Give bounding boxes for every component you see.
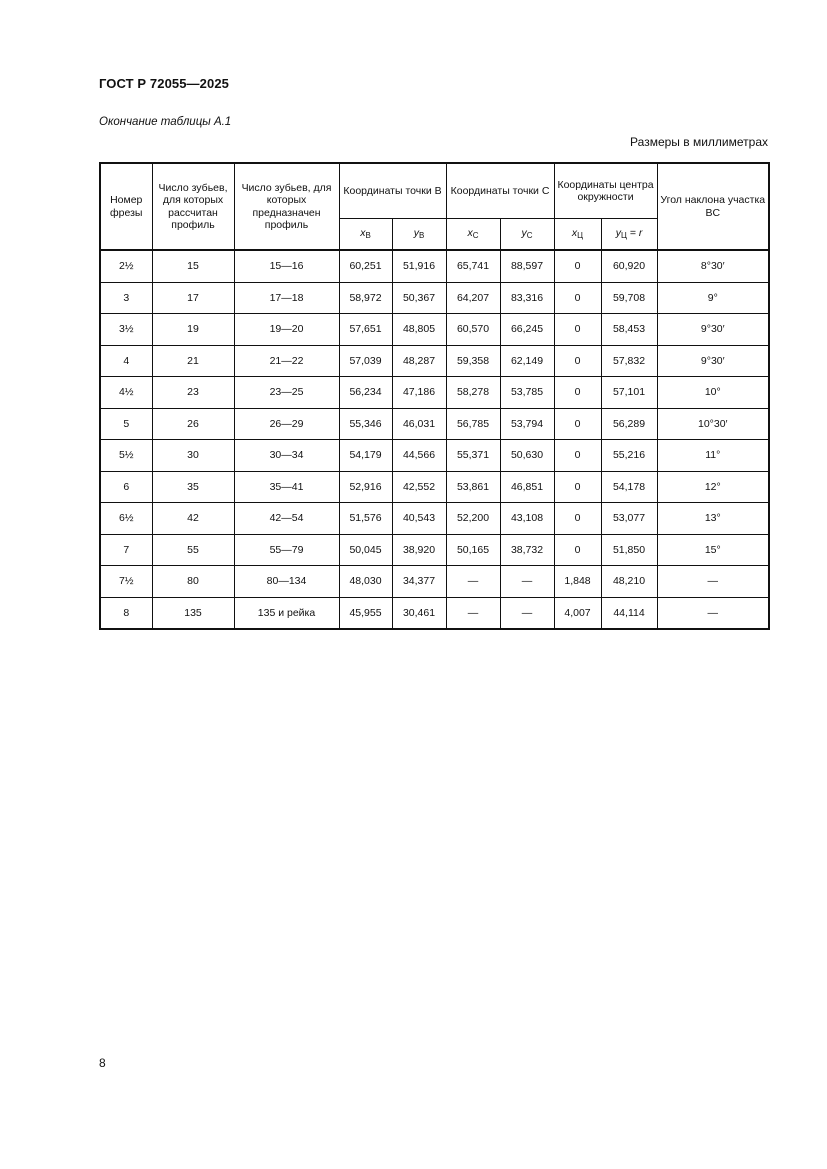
table-row — [100, 314, 769, 346]
cell-yc: 53,785 — [500, 377, 554, 409]
xb-sub: B — [365, 231, 371, 241]
cell-yb: 38,920 — [392, 534, 446, 566]
coordinates-table — [99, 162, 770, 630]
cell-yz: 56,289 — [601, 408, 657, 440]
cell-teeth-calculated: 26 — [152, 408, 234, 440]
cell-xb: 48,030 — [339, 566, 392, 598]
cell-angle: 11° — [657, 440, 769, 472]
cell-teeth-intended: 30—34 — [234, 440, 339, 472]
cell-yb: 47,186 — [392, 377, 446, 409]
cell-teeth-intended: 80—134 — [234, 566, 339, 598]
cell-xz: 0 — [554, 471, 601, 503]
table-row — [100, 408, 769, 440]
cell-xc: 58,278 — [446, 377, 500, 409]
cell-xc: 59,358 — [446, 345, 500, 377]
cell-teeth-intended: 23—25 — [234, 377, 339, 409]
header-point-b: Координаты точки B — [339, 163, 446, 219]
cell-xb: 45,955 — [339, 597, 392, 629]
header-yc — [500, 219, 554, 251]
yc-var: y — [521, 227, 527, 240]
cell-xz: 0 — [554, 377, 601, 409]
cell-yb: 34,377 — [392, 566, 446, 598]
table-row — [100, 503, 769, 535]
cell-angle: 10°30′ — [657, 408, 769, 440]
cell-xc: 53,861 — [446, 471, 500, 503]
cell-yc: 83,316 — [500, 282, 554, 314]
cell-cutter-number: 8 — [100, 597, 152, 629]
cell-yz: 58,453 — [601, 314, 657, 346]
cell-teeth-intended: 42—54 — [234, 503, 339, 535]
cell-yz: 54,178 — [601, 471, 657, 503]
cell-teeth-calculated: 30 — [152, 440, 234, 472]
cell-cutter-number: 4½ — [100, 377, 152, 409]
table-row — [100, 440, 769, 472]
cell-xb: 50,045 — [339, 534, 392, 566]
cell-xz: 1,848 — [554, 566, 601, 598]
cell-xz: 0 — [554, 534, 601, 566]
cell-teeth-calculated: 135 — [152, 597, 234, 629]
cell-teeth-calculated: 55 — [152, 534, 234, 566]
yz-suffix: = r — [626, 227, 643, 240]
cell-angle: — — [657, 566, 769, 598]
cell-yb: 46,031 — [392, 408, 446, 440]
page-number: 8 — [99, 1056, 106, 1070]
cell-teeth-intended: 21—22 — [234, 345, 339, 377]
header-xz — [554, 219, 601, 251]
table-row — [100, 282, 769, 314]
table-row — [100, 534, 769, 566]
cell-yz: 57,832 — [601, 345, 657, 377]
cell-teeth-calculated: 42 — [152, 503, 234, 535]
cell-xz: 0 — [554, 408, 601, 440]
cell-yc: 46,851 — [500, 471, 554, 503]
cell-angle: 9° — [657, 282, 769, 314]
cell-xb: 57,039 — [339, 345, 392, 377]
cell-yz: 59,708 — [601, 282, 657, 314]
cell-xb: 60,251 — [339, 250, 392, 282]
cell-cutter-number: 2½ — [100, 250, 152, 282]
xc-var: x — [467, 227, 473, 240]
table-row — [100, 345, 769, 377]
cell-angle: 13° — [657, 503, 769, 535]
table-row — [100, 250, 769, 282]
cell-xz: 0 — [554, 282, 601, 314]
document-header: ГОСТ Р 72055—2025 — [99, 76, 229, 91]
cell-yz: 60,920 — [601, 250, 657, 282]
xz-sub: Ц — [577, 231, 584, 241]
cell-xb: 58,972 — [339, 282, 392, 314]
cell-cutter-number: 6 — [100, 471, 152, 503]
cell-angle: 12° — [657, 471, 769, 503]
table-row — [100, 597, 769, 629]
cell-yz: 53,077 — [601, 503, 657, 535]
header-point-c: Координаты точки C — [446, 163, 554, 219]
cell-teeth-calculated: 19 — [152, 314, 234, 346]
table-caption: Окончание таблицы А.1 — [99, 116, 232, 128]
yc-sub: C — [526, 231, 533, 241]
cell-xz: 0 — [554, 345, 601, 377]
cell-teeth-intended: 35—41 — [234, 471, 339, 503]
cell-yb: 48,805 — [392, 314, 446, 346]
header-circle-center: Координаты центра окружности — [554, 163, 657, 219]
cell-xc: 60,570 — [446, 314, 500, 346]
yz-var: y — [615, 227, 621, 240]
cell-yz: 55,216 — [601, 440, 657, 472]
cell-cutter-number: 5 — [100, 408, 152, 440]
header-teeth-intended: Число зубьев, для которых предназначен профиль — [234, 163, 339, 250]
cell-yc: 88,597 — [500, 250, 554, 282]
cell-xb: 55,346 — [339, 408, 392, 440]
cell-teeth-intended: 26—29 — [234, 408, 339, 440]
header-yz — [601, 219, 657, 251]
cell-angle: 8°30′ — [657, 250, 769, 282]
cell-xc: — — [446, 597, 500, 629]
cell-xb: 56,234 — [339, 377, 392, 409]
cell-teeth-intended: 135 и рейка — [234, 597, 339, 629]
cell-teeth-intended: 55—79 — [234, 534, 339, 566]
cell-yc: — — [500, 566, 554, 598]
cell-xb: 54,179 — [339, 440, 392, 472]
cell-teeth-intended: 17—18 — [234, 282, 339, 314]
cell-xz: 4,007 — [554, 597, 601, 629]
cell-teeth-intended: 15—16 — [234, 250, 339, 282]
cell-teeth-calculated: 23 — [152, 377, 234, 409]
cell-yc: 66,245 — [500, 314, 554, 346]
cell-cutter-number: 7½ — [100, 566, 152, 598]
cell-yc: 62,149 — [500, 345, 554, 377]
xb-var: x — [360, 227, 366, 240]
header-teeth-calculated: Число зубьев, для которых рассчитан профиль — [152, 163, 234, 250]
cell-yb: 50,367 — [392, 282, 446, 314]
cell-yb: 30,461 — [392, 597, 446, 629]
cell-yb: 48,287 — [392, 345, 446, 377]
cell-xc: 52,200 — [446, 503, 500, 535]
cell-angle: 10° — [657, 377, 769, 409]
cell-yb: 40,543 — [392, 503, 446, 535]
cell-teeth-intended: 19—20 — [234, 314, 339, 346]
yb-var: y — [413, 227, 419, 240]
cell-xz: 0 — [554, 503, 601, 535]
yz-sub: Ц — [620, 231, 627, 241]
cell-angle: — — [657, 597, 769, 629]
table-row — [100, 471, 769, 503]
cell-teeth-calculated: 21 — [152, 345, 234, 377]
cell-angle: 15° — [657, 534, 769, 566]
cell-cutter-number: 7 — [100, 534, 152, 566]
cell-yz: 44,114 — [601, 597, 657, 629]
cell-yz: 57,101 — [601, 377, 657, 409]
cell-xz: 0 — [554, 440, 601, 472]
cell-yz: 51,850 — [601, 534, 657, 566]
cell-angle: 9°30′ — [657, 314, 769, 346]
cell-yz: 48,210 — [601, 566, 657, 598]
cell-xb: 57,651 — [339, 314, 392, 346]
cell-cutter-number: 4 — [100, 345, 152, 377]
yb-sub: B — [418, 231, 425, 241]
cell-teeth-calculated: 35 — [152, 471, 234, 503]
cell-xb: 51,576 — [339, 503, 392, 535]
cell-cutter-number: 3½ — [100, 314, 152, 346]
cell-yc: 38,732 — [500, 534, 554, 566]
header-cutter-number: Номер фрезы — [100, 163, 152, 250]
cell-xc: 65,741 — [446, 250, 500, 282]
cell-cutter-number: 3 — [100, 282, 152, 314]
cell-teeth-calculated: 17 — [152, 282, 234, 314]
cell-cutter-number: 6½ — [100, 503, 152, 535]
header-xb — [339, 219, 392, 251]
cell-xc: 64,207 — [446, 282, 500, 314]
cell-yc: 53,794 — [500, 408, 554, 440]
cell-xc: — — [446, 566, 500, 598]
cell-xb: 52,916 — [339, 471, 392, 503]
cell-xc: 55,371 — [446, 440, 500, 472]
cell-angle: 9°30′ — [657, 345, 769, 377]
cell-xc: 50,165 — [446, 534, 500, 566]
xz-var: x — [571, 227, 578, 240]
cell-xz: 0 — [554, 314, 601, 346]
cell-yc: 50,630 — [500, 440, 554, 472]
cell-cutter-number: 5½ — [100, 440, 152, 472]
cell-xz: 0 — [554, 250, 601, 282]
table-row — [100, 377, 769, 409]
table-row — [100, 566, 769, 598]
cell-xc: 56,785 — [446, 408, 500, 440]
cell-yb: 42,552 — [392, 471, 446, 503]
header-angle: Угол наклона участка BC — [657, 163, 769, 250]
table-body — [100, 250, 769, 629]
header-yb — [392, 219, 446, 251]
xc-sub: C — [472, 231, 479, 241]
units-note: Размеры в миллиметрах — [630, 135, 768, 149]
cell-yb: 51,916 — [392, 250, 446, 282]
cell-yc: 43,108 — [500, 503, 554, 535]
cell-yc: — — [500, 597, 554, 629]
cell-teeth-calculated: 15 — [152, 250, 234, 282]
header-xc — [446, 219, 500, 251]
cell-teeth-calculated: 80 — [152, 566, 234, 598]
cell-yb: 44,566 — [392, 440, 446, 472]
